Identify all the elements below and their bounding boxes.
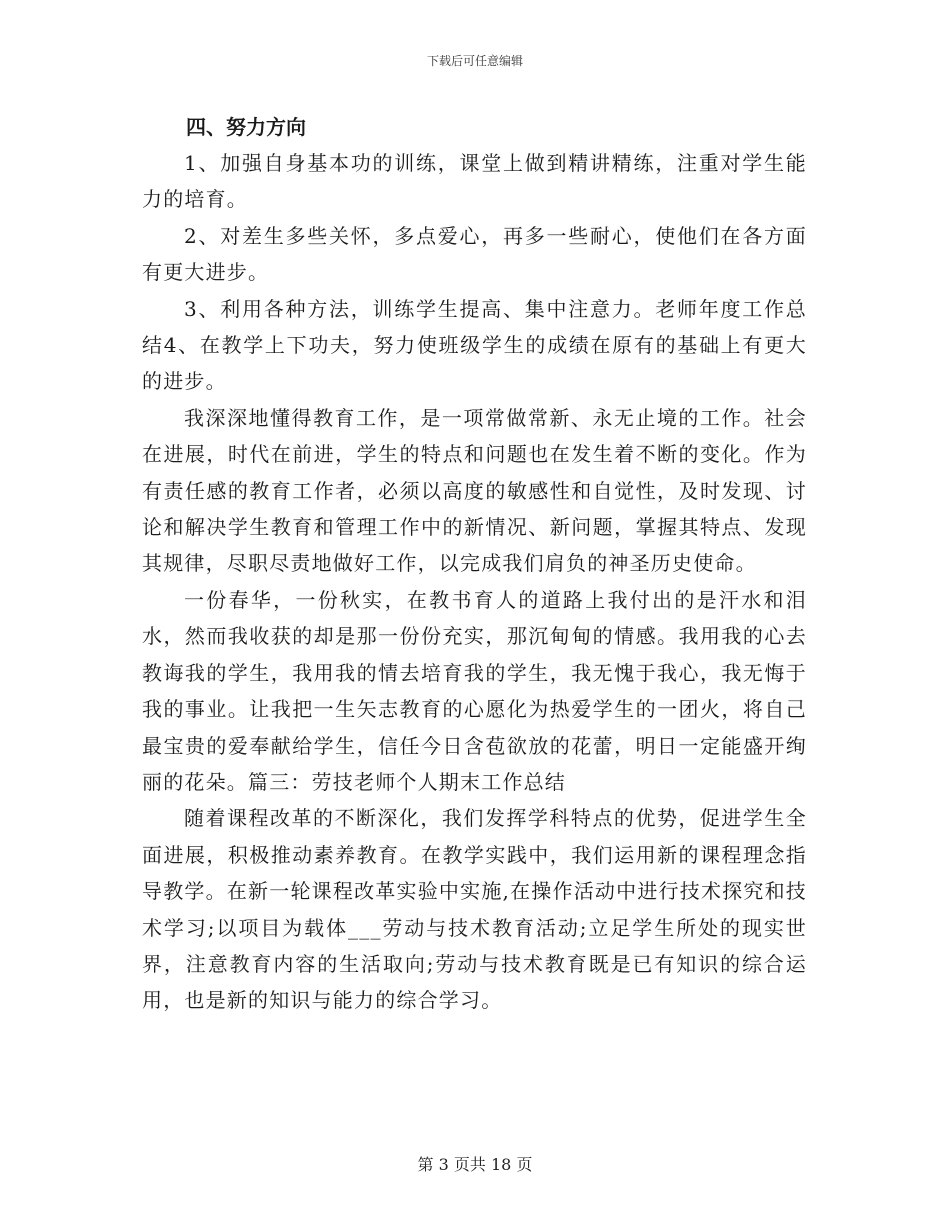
paragraph-2: 2、对差生多些关怀，多点爱心，再多一些耐心，使他们在各方面有更大进步。 <box>142 223 807 285</box>
section-heading: 四、努力方向 <box>186 115 306 139</box>
page-header-note: 下载后可任意编辑 <box>426 54 523 68</box>
paragraph-6: 随着课程改革的不断深化，我们发挥学科特点的优势，促进学生全面进展，积极推动素养教育。在教学实践中，我们运用新的课程理念指导教学。在新一轮课程改革实验中实施,在操作活动中进行技术探究和技术学习;以项目为载体___劳动与技术教育活动;立足学生所处的现实世界，注意教育内容的生活取向;劳动与技术教育既是已有知识的综合运用，也是新的知识与能力的综合学习。 <box>142 806 807 1013</box>
paragraph-4: 我深深地懂得教育工作，是一项常做常新、永无止境的工作。社会在进展，时代在前进，学生的特点和问题也在发生着不断的变化。作为有责任感的教育工作者，必须以高度的敏感性和自觉性，及时发现、讨论和解决学生教育和管理工作中的新情况、新问题，掌握其特点、发现其规律，尽职尽责地做好工作，以完成我们肩负的神圣历史使命。 <box>142 405 807 576</box>
page-footer-number: 第 3 页共 18 页 <box>417 1155 533 1174</box>
paragraph-5: 一份春华，一份秋实，在教书育人的道路上我付出的是汗水和泪水，然而我收获的却是那一份份充实，那沉甸甸的情感。我用我的心去教诲我的学生，我用我的情去培育我的学生，我无愧于我心，我无悔于我的事业。让我把一生矢志教育的心愿化为热爱学生的一团火，将自己最宝贵的爱奉献给学生，信任今日含苞欲放的花蕾，明日一定能盛开绚丽的花朵。篇三：劳技老师个人期末工作总结 <box>142 587 807 794</box>
paragraph-3: 3、利用各种方法，训练学生提高、集中注意力。老师年度工作总结4、在教学上下功夫，努力使班级学生的成绩在原有的基础上有更大的进步。 <box>142 296 807 394</box>
paragraph-1: 1、加强自身基本功的训练，课堂上做到精讲精练，注重对学生能力的培育。 <box>142 151 807 212</box>
document-body <box>142 109 807 1019</box>
